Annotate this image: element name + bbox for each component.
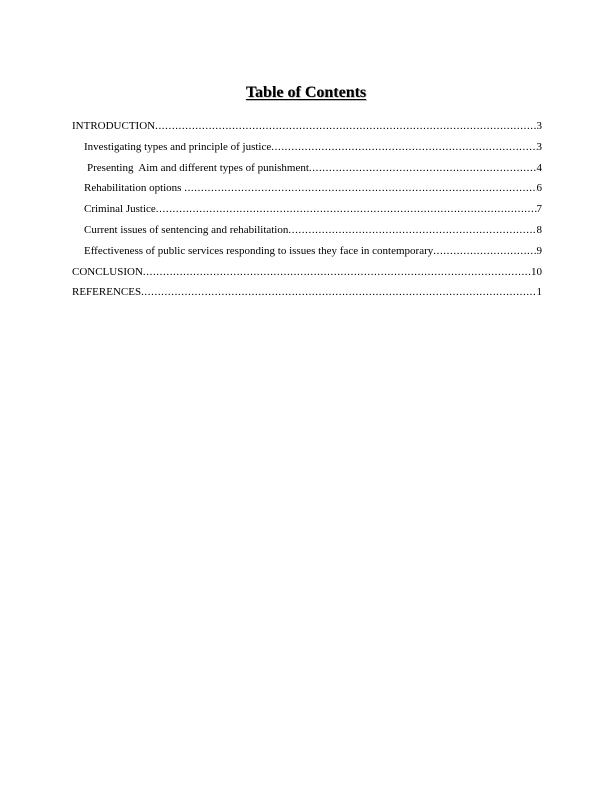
- toc-entry-text: Effectiveness of public services responding to issues they face in contemporary: [84, 244, 434, 257]
- toc-leader-dots: [143, 262, 531, 283]
- toc-entry-page: 8: [536, 223, 542, 236]
- toc-leader-dots: [155, 116, 536, 137]
- toc-entry-current-issues[interactable]: [72, 220, 542, 241]
- toc-entry-page: 3: [536, 140, 542, 153]
- toc-leader-dots: [433, 241, 536, 262]
- toc-entry-page: 6: [536, 182, 542, 195]
- toc-entry-page: 7: [536, 203, 542, 216]
- toc-entry-effectiveness-public-services[interactable]: [72, 241, 542, 262]
- toc-leader-dots: [271, 137, 536, 158]
- toc-entry-rehabilitation-options[interactable]: [72, 178, 542, 199]
- toc-entry-references[interactable]: [72, 282, 542, 303]
- toc-entry-text: Rehabilitation options: [84, 182, 185, 195]
- toc-entry-text: Criminal Justice: [84, 203, 156, 216]
- toc-entry-text: Presenting Aim and different types of punishment: [87, 161, 309, 174]
- toc-entry-text: CONCLUSION: [72, 265, 143, 278]
- toc-leader-dots: [156, 199, 537, 220]
- toc-title: Table of Contents: [245, 84, 367, 101]
- toc-entry-investigating-justice[interactable]: [72, 137, 542, 158]
- toc-entry-page: 9: [536, 244, 542, 257]
- toc-entry-page: 3: [536, 120, 542, 132]
- toc-entry-introduction[interactable]: [72, 116, 542, 137]
- toc-leader-dots: [184, 178, 536, 199]
- toc-list: [72, 116, 542, 303]
- toc-entry-text: Investigating types and principle of justice: [84, 140, 272, 153]
- toc-entry-presenting-punishment[interactable]: [72, 158, 542, 179]
- toc-entry-conclusion[interactable]: [72, 262, 542, 283]
- toc-entry-text: Current issues of sentencing and rehabilitation: [84, 223, 289, 236]
- toc-entry-text: REFERENCES: [72, 286, 142, 299]
- toc-entry-page: 10: [531, 265, 542, 278]
- toc-leader-dots: [141, 282, 536, 303]
- toc-entry-page: 1: [536, 286, 542, 299]
- toc-leader-dots: [309, 158, 537, 179]
- toc-entry-text: INTRODUCTION: [72, 120, 156, 132]
- toc-leader-dots: [288, 220, 536, 241]
- toc-entry-criminal-justice[interactable]: [72, 199, 542, 220]
- toc-entry-page: 4: [536, 161, 542, 174]
